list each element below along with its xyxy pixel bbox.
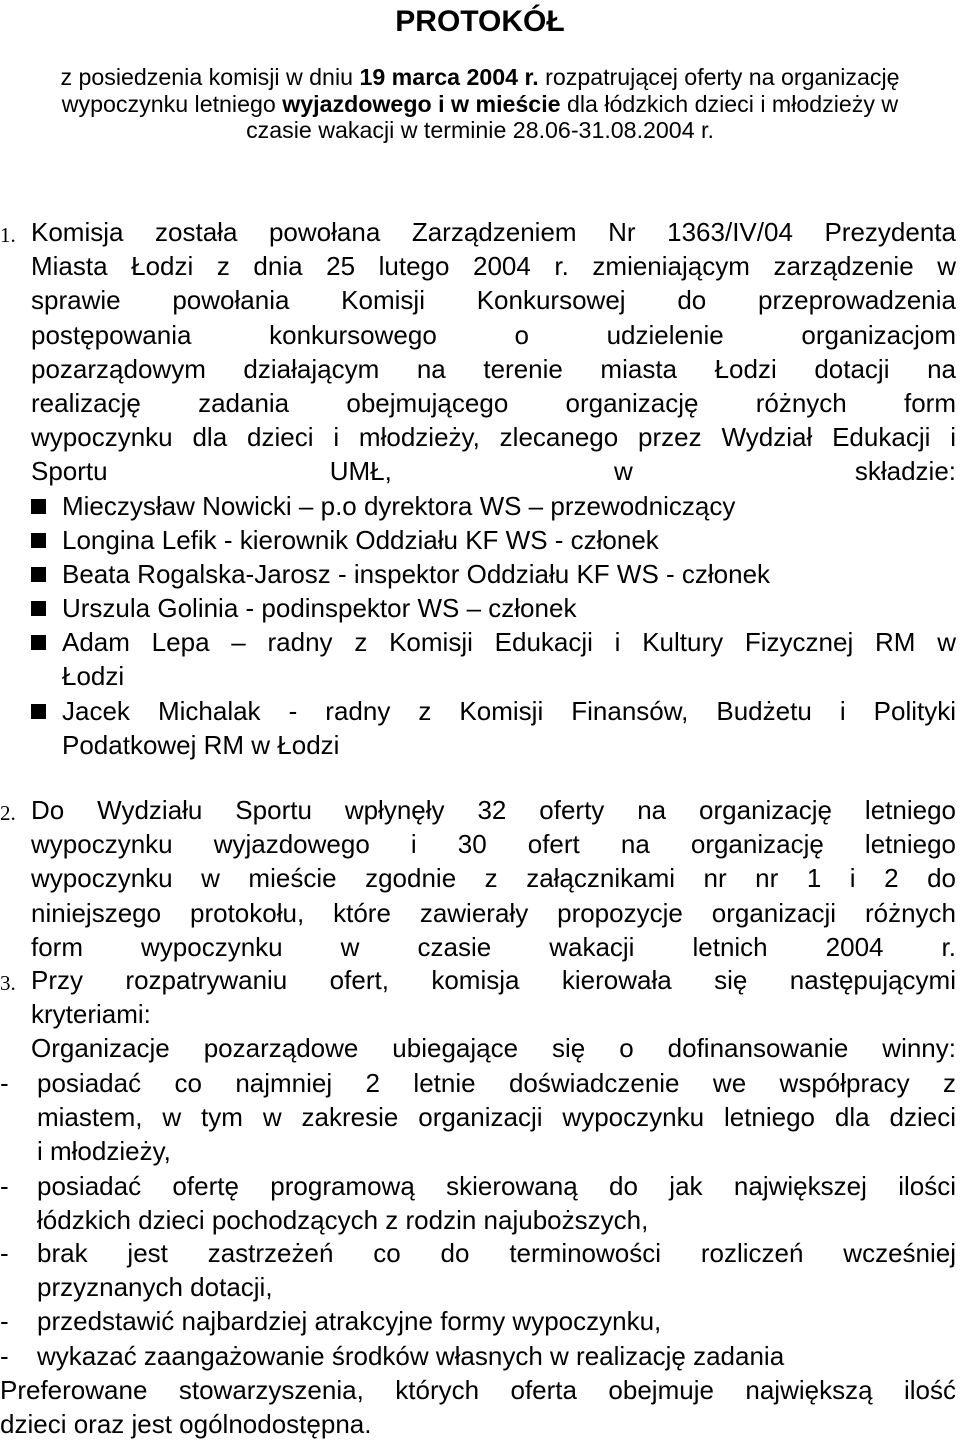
intro-text: z posiedzenia komisji w dniu (60, 64, 360, 90)
criterion-text: przedstawić najbardziej atrakcyjne formy wypoczynku, (37, 1306, 662, 1336)
document-title: PROTOKÓŁ (395, 5, 565, 38)
text-line: Preferowane stowarzyszenia, których oferta obejmuje największą ilość (0, 1375, 956, 1405)
criterion-text: łódzkich dzieci pochodzących z rodzin najuboższych, (37, 1205, 649, 1236)
square-bullet-icon (31, 499, 46, 514)
text-line: Przy rozpatrywaniu ofert, komisja kierowała się następującymi (31, 965, 956, 995)
section-number: 2. (0, 801, 16, 825)
text-line: Do Wydziału Sportu wpłynęły 32 oferty na organizację letniego (31, 795, 956, 825)
section-number: 3. (0, 971, 16, 995)
dash-bullet: - (0, 1341, 9, 1371)
square-bullet-icon (31, 567, 46, 582)
member-text: Longina Lefik - kierownik Oddziału KF WS - członek (62, 525, 659, 555)
member-text: Jacek Michalak - radny z Komisji Finansów, Budżetu i Polityki (62, 696, 956, 726)
text-line: Miasta Łodzi z dnia 25 lutego 2004 r. zmieniającym zarządzenie w (31, 251, 956, 282)
intro-paragraph (0, 64, 960, 144)
member-text: Podatkowej RM w Łodzi (62, 730, 340, 761)
member-text: Beata Rogalska-Jarosz - inspektor Oddziału KF WS - członek (62, 559, 771, 589)
section-3-text (31, 963, 956, 1066)
text-line: sprawie powołania Komisji Konkursowej do przeprowadzenia (31, 285, 956, 316)
intro-text: rozpatrującej oferty na organizację (538, 64, 900, 90)
member-text: Urszula Golinia - podinspektor WS – członek (62, 593, 577, 623)
member-text: Łodzi (62, 661, 125, 692)
square-bullet-icon (31, 635, 46, 650)
text-line: realizację zadania obejmującego organizację różnych form (31, 388, 956, 419)
text-line: Sportu UMŁ, w składzie: (31, 456, 956, 487)
intro-line-1 (0, 64, 960, 91)
text-line: kryteriami: (31, 999, 151, 1030)
text-line: wypoczynku wyjazdowego i 30 ofert na organizację letniego (31, 829, 956, 860)
criterion-text: wykazać zaangażowanie środków własnych w realizację zadania (37, 1341, 785, 1371)
dash-bullet: - (0, 1238, 9, 1268)
section-number: 1. (0, 223, 16, 247)
criterion-text: i młodzieży, (37, 1136, 171, 1167)
meeting-date: 19 marca 2004 r. (359, 64, 539, 90)
intro-line-2 (0, 91, 960, 118)
criterion-text: miastem, w tym w zakresie organizacji wypoczynku letniego dla dzieci (37, 1102, 956, 1133)
criterion-text: posiadać ofertę programową skierowaną do jak największej ilości (37, 1171, 956, 1201)
text-line: wypoczynku dla dzieci i młodzieży, zlecanego przez Wydział Edukacji i (31, 422, 956, 453)
text-line: niniejszego protokołu, które zawierały propozycje organizacji różnych (31, 897, 956, 928)
preferred-paragraph (0, 1373, 956, 1441)
text-line: Organizacje pozarządowe ubiegające się o dofinansowanie winny: (31, 1033, 956, 1064)
section-2-text (31, 793, 956, 964)
text-line: postępowania konkursowego o udzielenie organizacjom (31, 319, 956, 350)
text-line: Komisja została powołana Zarządzeniem Nr 1363/IV/04 Prezydenta (31, 217, 956, 247)
member-text: Adam Lepa – radny z Komisji Edukacji i Kultury Fizycznej RM w (62, 627, 956, 657)
criterion-text: przyznanych dotacji, (37, 1272, 273, 1303)
square-bullet-icon (31, 601, 46, 616)
intro-line-3: czasie wakacji w terminie 28.06-31.08.2004 r. (246, 117, 714, 143)
dash-bullet: - (0, 1171, 9, 1201)
square-bullet-icon (31, 704, 46, 719)
square-bullet-icon (31, 533, 46, 548)
criterion-text: posiadać co najmniej 2 letnie doświadczenie we współpracy z (37, 1068, 956, 1098)
criterion-text: brak jest zastrzeżeń co do terminowości rozliczeń wcześniej (37, 1238, 956, 1268)
member-text: Mieczysław Nowicki – p.o dyrektora WS – przewodniczący (62, 491, 736, 521)
text-line: dzieci oraz jest ogólnodostępna. (0, 1409, 372, 1440)
dash-bullet: - (0, 1306, 9, 1336)
text-line: pozarządowym działającym na terenie miasta Łodzi dotacji na (31, 353, 956, 384)
text-line: wypoczynku w mieście zgodnie z załącznikami nr nr 1 i 2 do (31, 863, 956, 894)
text-line: form wypoczynku w czasie wakacji letnich 2004 r. (31, 931, 956, 962)
intro-emphasis: wyjazdowego i w mieście (282, 90, 561, 117)
intro-text: dla łódzkich dzieci i młodzieży w (560, 90, 899, 117)
section-1-text (31, 215, 956, 489)
intro-text: wypoczynku letniego (61, 90, 283, 117)
dash-bullet: - (0, 1068, 9, 1098)
